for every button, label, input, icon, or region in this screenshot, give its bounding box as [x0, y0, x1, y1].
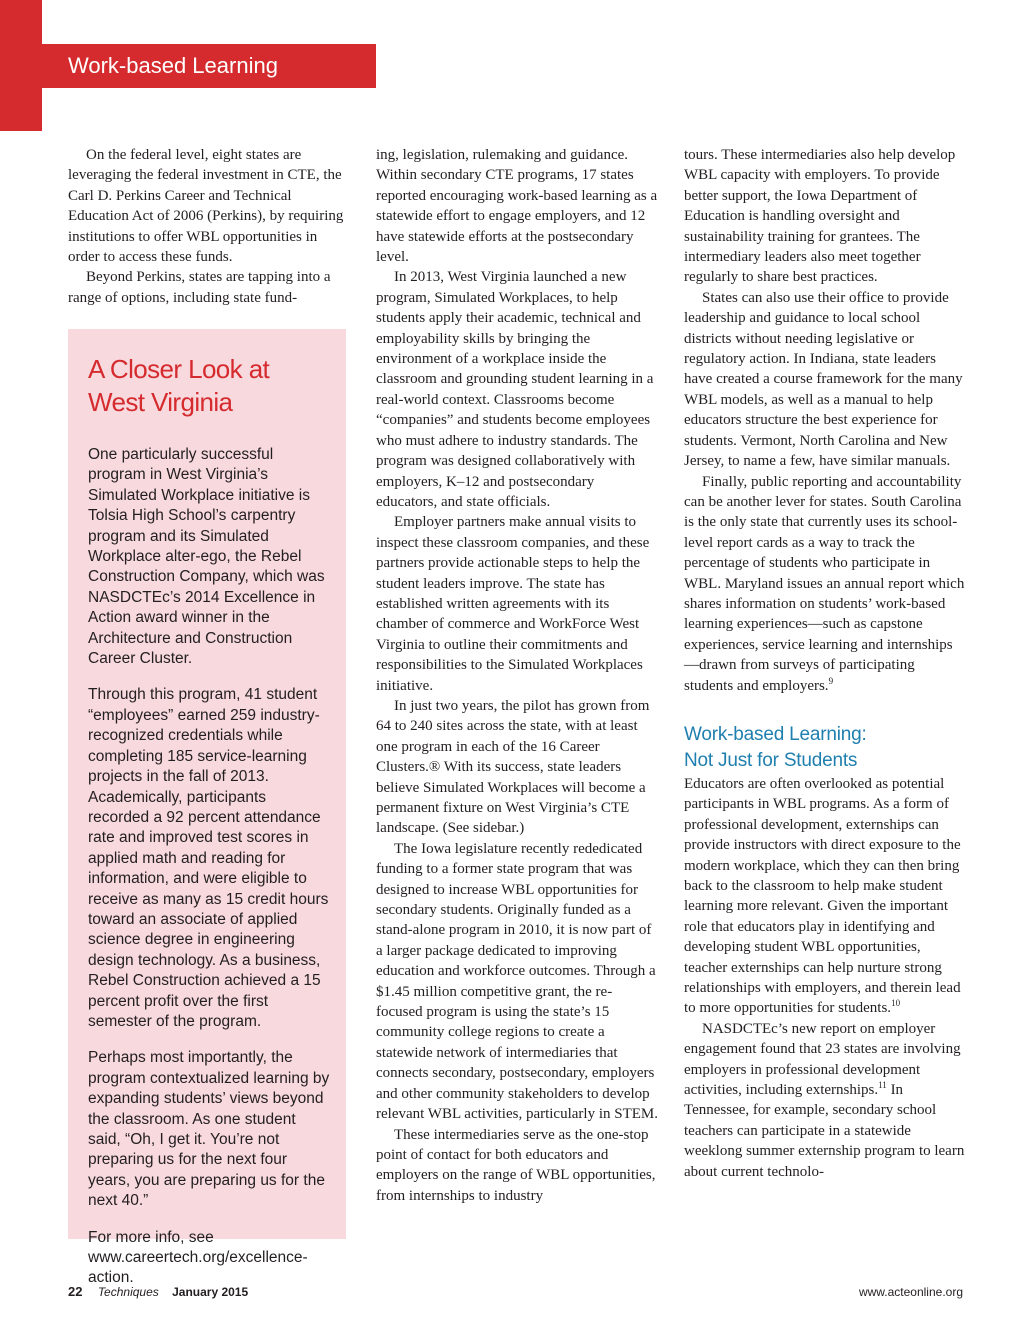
body-paragraph: The Iowa legislature recently rededicated funding to a former state program that was designed to increase WBL opportunities for secondary students. Originally funded as a stand-alone program in 2010, it is now part of a larger package dedicated to improving education and workforce outcomes. Through a $1.45 million competitive grant, the re-focused program is using the state’s 15 community college regions to create a statewide network of intermediaries that connects secondary, postsecondary, employers and other community stakeholders to develop relevant WBL activities, particularly in STEM. [376, 840, 659, 1123]
body-paragraph: Employer partners make annual visits to inspect these classroom companies, and these partners provide actionable steps to help the student leaders improve. The state has established written agreements with its chamber of commerce and WorkForce West Virginia to outline their commitments and responsibilities to the Simulated Workplaces initiative. [376, 514, 650, 694]
body-paragraph: In just two years, the pilot has grown from 64 to 240 sites across the state, with at least one program in each of the 16 Career Clusters.® With its success, state leaders believe Simulated Workplaces will become a permanent fixture on West Virginia’s CTE landscape. (See sidebar.) [376, 697, 650, 837]
column-2 [376, 145, 658, 1206]
page-number: 22 [68, 1284, 83, 1299]
paragraph-text: Educators are often overlooked as potential participants in WBL programs. As a form of professional development, externships can provide instructors with direct exposure to the modern workplace, which they can then bring back to the classroom to help make student learning more relevant. Given the important role that educators play in identifying and developing student WBL opportunities, teacher externships can help nurture strong relationships with employers, and therein lead to more opportunities for students. [684, 775, 961, 1017]
red-side-block [0, 0, 42, 131]
section-label: Work-based Learning [68, 53, 278, 78]
body-paragraph: Beyond Perkins, states are tapping into a range of options, including state fund- [68, 269, 331, 306]
body-paragraph: In 2013, West Virginia launched a new program, Simulated Workplaces, to help students apply their academic, technical and employability skills by bringing the environment of a workplace inside the classroom and grounding student learning in a real-world context. Classrooms become “companies” and students become employees who must adhere to industry standards. The program was designed collaboratively with employers, K–12 and postsecondary educators, and state officials. [376, 269, 654, 510]
body-paragraph: ing, legislation, rulemaking and guidance. Within secondary CTE programs, 17 states reported encouraging work-based learning as a statewide effort to engage employers, and 12 have statewide efforts at the postsecondary level. [376, 147, 658, 266]
body-paragraph: tours. These intermediaries also help develop WBL capacity with employers. To provide better support, the Iowa Department of Education is handling oversight and sustainability training for grantees. The intermediary leaders also meet together regularly to share best practices. [684, 147, 956, 286]
website-url: www.acteonline.org [858, 1285, 963, 1299]
sidebar-paragraph: One particularly successful program in West Virginia’s Simulated Workplace initiative is Tolsia High School’s carpentry program and its Simulated Workplace alter-ego, the Rebel Construction Company, which was NASDCTEc’s 2014 Excellence in Action award winner in the Architecture and Construction Career Cluster. [88, 446, 325, 668]
footnote-marker: 11 [878, 1080, 887, 1091]
subheading-line: Not Just for Students [684, 749, 858, 771]
paragraph-text: In Tennessee, for example, secondary school teachers can participate in a statewide weeklong summer externship program to learn about current technolo- [684, 1082, 965, 1180]
section-banner [42, 44, 376, 88]
issue-date: January 2015 [172, 1285, 249, 1299]
subheading-work-based-learning [684, 722, 966, 774]
page-footer [68, 1283, 963, 1303]
sidebar-more-info: For more info, see www.careertech.org/excellence-action. [88, 1228, 308, 1287]
paragraph-text: NASDCTEc’s new report on employer engagement found that 23 states are involving employers in professional development activities, including externships. [684, 1020, 961, 1099]
column-1 [68, 145, 350, 308]
body-paragraph [684, 774, 966, 1019]
subheading-line: Work-based Learning: [684, 723, 867, 745]
body-paragraph: States can also use their office to provide leadership and guidance to local school districts without needing legislative or regulatory action. In Indiana, state leaders have created a course framework for the many WBL models, as well as a manual to help educators structure the best experience for students. Vermont, North Carolina and New Jersey, to name a few, have similar manuals. [684, 289, 963, 470]
column-3 [684, 145, 966, 1182]
footnote-marker: 10 [891, 998, 901, 1009]
sidebar-paragraph: Perhaps most importantly, the program contextualized learning by expanding students’ views beyond the classroom. As one student said, “Oh, I get it. You’re not preparing us for the next four years, you are preparing us for the next 40.” [88, 1049, 330, 1210]
sidebar-west-virginia [68, 329, 346, 1287]
body-paragraph [684, 1019, 966, 1182]
body-paragraph: These intermediaries serve as the one-stop point of contact for both educators and employers on the range of WBL opportunities, from internships to industry [376, 1126, 656, 1204]
sidebar-title: A Closer Look at West Virginia [88, 354, 270, 417]
paragraph-text: Finally, public reporting and accountability can be another lever for states. South Carolina is the only state that currently uses its school-level report cards as a way to track the percentage of students who participate in WBL. Maryland issues an annual report which shares information on students’ work-based learning experiences—such as capstone experiences, service learning and internships—drawn from surveys of participating students and employers. [684, 473, 965, 694]
footnote-marker: 9 [828, 675, 834, 686]
body-paragraph [684, 472, 966, 696]
body-paragraph: On the federal level, eight states are leveraging the federal investment in CTE, the Carl D. Perkins Career and Technical Education Act of 2006 (Perkins), by requiring institutions to offer WBL opportunities in order to access these funds. [68, 147, 344, 266]
magazine-name: Techniques [97, 1285, 159, 1299]
sidebar-paragraph: Through this program, 41 student “employees” earned 259 industry-recognized credentials while completing 185 service-learning projects in the fall of 2013. Academically, participants recorded a 92 percent attendance rate and improved test scores in applied math and reading for information, and were eligible to receive as many as 15 credit hours toward an associate of applied science degree in engineering design technology. As a business, Rebel Construction achieved a 15 percent profit over the first semester of the program. [88, 686, 329, 1030]
